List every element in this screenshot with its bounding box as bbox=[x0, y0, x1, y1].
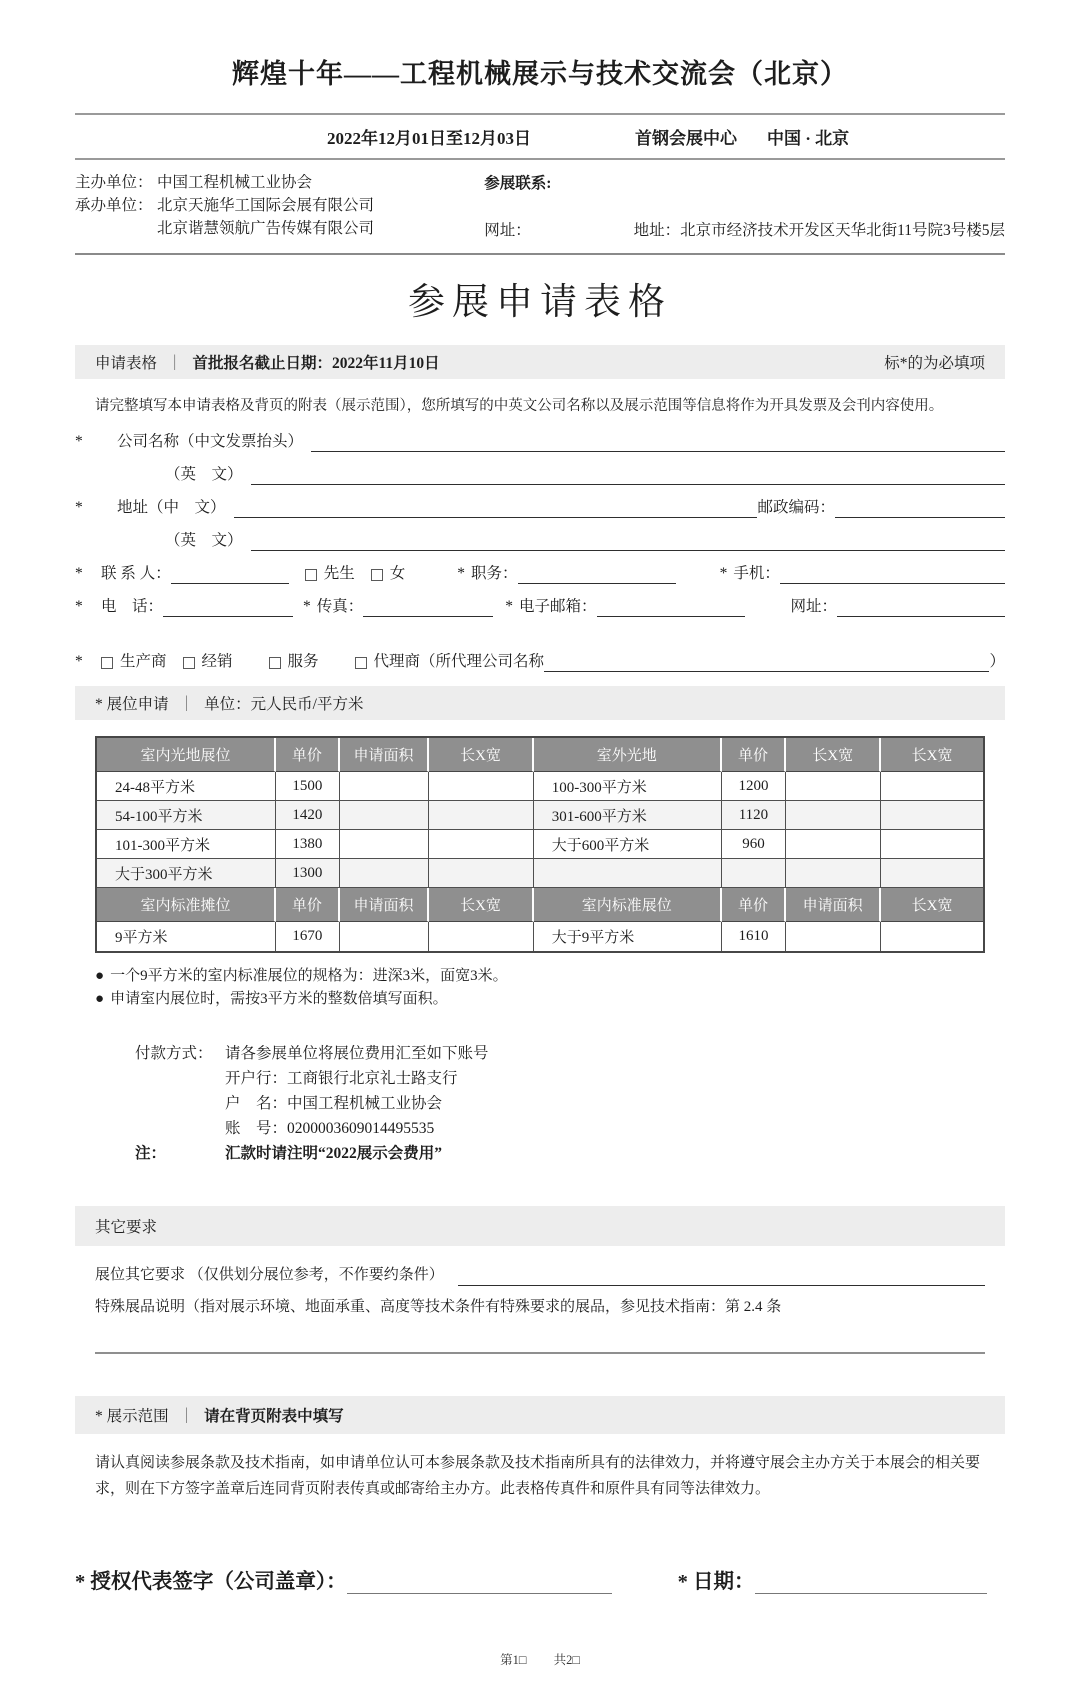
company-name-cn-input[interactable] bbox=[311, 432, 1005, 452]
booth-size: 101-300平方米 bbox=[97, 830, 276, 859]
empty-cell bbox=[722, 859, 787, 888]
other-requirements-input[interactable] bbox=[458, 1266, 985, 1286]
date-label: * 日期： bbox=[677, 1571, 755, 1593]
event-venue: 首钢会展中心 bbox=[635, 129, 737, 148]
divider bbox=[75, 253, 1005, 255]
phone-label: 电 话： bbox=[101, 598, 164, 615]
website-label: 网址： bbox=[484, 222, 531, 239]
service-label: 服务 bbox=[287, 653, 319, 670]
mr-label: 先生 bbox=[323, 565, 355, 582]
unit-price: 1380 bbox=[276, 830, 340, 859]
dims-input-cell[interactable] bbox=[881, 772, 983, 801]
page-total: 共2□ bbox=[553, 1653, 580, 1667]
required-note: 标*的为必填项 bbox=[884, 355, 985, 372]
organizer-left bbox=[75, 171, 484, 240]
checkbox-agent[interactable] bbox=[355, 657, 367, 669]
dims-input-cell[interactable] bbox=[429, 801, 534, 830]
deadline-text: 首批报名截止日期：2022年11月10日 bbox=[192, 355, 440, 372]
address-cn-input[interactable] bbox=[234, 498, 758, 518]
account-name-row bbox=[135, 1091, 1005, 1116]
table-row bbox=[97, 830, 983, 859]
separator: ｜ bbox=[178, 696, 195, 713]
address-en-row bbox=[75, 530, 1005, 551]
bar-section-label: 申请表格 bbox=[95, 355, 158, 372]
exhibit-scope-note: 请在背页附表中填写 bbox=[204, 1408, 344, 1425]
required-star: * bbox=[303, 598, 311, 615]
empty-cell bbox=[534, 859, 722, 888]
postal-code-label: 邮政编码： bbox=[757, 499, 835, 516]
organizer-row bbox=[75, 194, 484, 217]
checkbox-distributor[interactable] bbox=[183, 657, 195, 669]
page-footer bbox=[75, 1650, 1005, 1668]
dims-input-cell[interactable] bbox=[786, 772, 881, 801]
special-exhibits-row bbox=[95, 1296, 985, 1318]
unit-price: 1610 bbox=[722, 922, 787, 951]
dims-input-cell[interactable] bbox=[786, 830, 881, 859]
col-header: 申请面积 bbox=[340, 888, 429, 922]
event-location: 中国 · 北京 bbox=[767, 129, 850, 148]
booth-size: 大于9平方米 bbox=[534, 922, 722, 951]
dims-input-cell[interactable] bbox=[429, 772, 534, 801]
col-header: 长X宽 bbox=[429, 888, 534, 922]
payment-section bbox=[135, 1041, 1005, 1166]
area-input-cell[interactable] bbox=[340, 801, 429, 830]
date-input[interactable] bbox=[755, 1568, 987, 1594]
organizer-name-1: 北京天施华工国际会展有限公司 bbox=[157, 197, 375, 214]
dims-input-cell[interactable] bbox=[429, 830, 534, 859]
required-star: * bbox=[75, 565, 83, 582]
address-en-label: （英 文） bbox=[165, 532, 243, 549]
ms-label: 女 bbox=[389, 565, 406, 582]
website-address-row bbox=[484, 218, 1005, 240]
separator: ｜ bbox=[167, 355, 183, 372]
table-header-row bbox=[97, 738, 983, 772]
unit-price: 1120 bbox=[722, 801, 787, 830]
booth-note-text: 一个9平方米的室内标准展位的规格为：进深3米，面宽3米。 bbox=[110, 968, 508, 984]
host-label: 主办单位： bbox=[75, 174, 153, 191]
booth-size: 301-600平方米 bbox=[534, 801, 722, 830]
special-exhibits-label: 特殊展品说明（指对展示环境、地面承重、高度等技术条件有特殊要求的展品，参见技术指南：第 2.4 条 bbox=[95, 1299, 782, 1315]
fax-label: 传真： bbox=[316, 598, 364, 615]
host-row bbox=[75, 171, 484, 194]
email-input[interactable] bbox=[597, 597, 745, 617]
required-star: * bbox=[75, 598, 83, 615]
payment-method-value: 请各参展单位将展位费用汇至如下账号 bbox=[225, 1045, 489, 1062]
booth-bar-title: * 展位申请 bbox=[95, 696, 169, 713]
col-header: 单价 bbox=[276, 738, 340, 772]
event-title: 辉煌十年——工程机械展示与技术交流会（北京） bbox=[232, 59, 848, 89]
booth-note-text: 申请室内展位时，需按3平方米的整数倍填写面积。 bbox=[110, 991, 448, 1007]
company-name-cn-row bbox=[75, 431, 1005, 452]
col-header: 单价 bbox=[722, 738, 787, 772]
contact-person-row bbox=[75, 563, 1005, 584]
checkbox-ms[interactable] bbox=[371, 569, 383, 581]
contact-person-label: 联 系 人： bbox=[101, 565, 171, 582]
booth-notes bbox=[95, 965, 1005, 1011]
address-en-input[interactable] bbox=[251, 531, 1005, 551]
terms-paragraph: 请认真阅读参展条款及技术指南，如申请单位认可本参展条款及技术指南所具有的法律效力，并将遵守展会主办方关于本展会的相关要求，则在下方签字盖章后连同背页附表传真或邮寄给主办方。此表格传真件和原件具有同等法律效力。 bbox=[95, 1455, 981, 1497]
mobile-input[interactable] bbox=[780, 564, 1005, 584]
company-name-en-label: （英 文） bbox=[165, 466, 243, 483]
other-requirements-bar bbox=[75, 1206, 1005, 1246]
unit-price: 1670 bbox=[276, 922, 340, 951]
required-star: * bbox=[505, 598, 514, 615]
required-star: * bbox=[457, 565, 466, 582]
checkbox-mr[interactable] bbox=[305, 569, 317, 581]
signature-row bbox=[75, 1564, 1005, 1594]
manufacturer-label: 生产商 bbox=[120, 653, 167, 670]
col-header: 长X宽 bbox=[786, 738, 881, 772]
bullet-icon: ● bbox=[95, 968, 105, 984]
booth-application-bar bbox=[75, 686, 1005, 720]
empty-cell bbox=[881, 859, 983, 888]
required-star: * bbox=[75, 499, 83, 516]
table-header-row bbox=[97, 888, 983, 922]
postal-code-input[interactable] bbox=[835, 498, 1005, 518]
website-field-label: 网址： bbox=[790, 598, 838, 615]
signature-input[interactable] bbox=[347, 1568, 612, 1594]
email-label: 电子邮箱： bbox=[519, 598, 597, 615]
unit-price: 1420 bbox=[276, 801, 340, 830]
exhibit-scope-title: * 展示范围 bbox=[95, 1408, 169, 1425]
company-name-cn-label: 公司名称（中文发票抬头） bbox=[117, 433, 304, 450]
booth-size: 9平方米 bbox=[97, 922, 276, 951]
dims-input-cell[interactable] bbox=[786, 801, 881, 830]
contact-person-input[interactable] bbox=[171, 564, 289, 584]
area-input-cell[interactable] bbox=[340, 830, 429, 859]
address-cn-label: 地址（中 文） bbox=[117, 499, 226, 516]
col-header: 长X宽 bbox=[429, 738, 534, 772]
organizer-block bbox=[75, 160, 1005, 253]
col-header: 室外光地 bbox=[534, 738, 722, 772]
page-number: 第1□ bbox=[500, 1653, 527, 1667]
table-row bbox=[97, 772, 983, 801]
organizer-row bbox=[75, 217, 484, 240]
signature-label: * 授权代表签字（公司盖章）： bbox=[75, 1571, 347, 1593]
payment-note-value: 汇款时请注明“2022展示会费用” bbox=[225, 1145, 443, 1162]
booth-size: 大于300平方米 bbox=[97, 859, 276, 888]
organizer-right bbox=[484, 171, 1005, 240]
special-exhibits-input[interactable] bbox=[95, 1352, 985, 1354]
distributor-label: 经销 bbox=[201, 653, 233, 670]
phone-row bbox=[75, 596, 1005, 617]
bank-row bbox=[135, 1066, 1005, 1091]
booth-size: 100-300平方米 bbox=[534, 772, 722, 801]
payment-method-label: 付款方式： bbox=[135, 1045, 213, 1062]
host-name: 中国工程机械工业协会 bbox=[157, 174, 313, 191]
col-header: 室内标准展位 bbox=[534, 888, 722, 922]
organizer-name-2: 北京谐慧领航广告传媒有限公司 bbox=[157, 220, 375, 237]
area-input-cell[interactable] bbox=[340, 859, 429, 888]
application-form-bar bbox=[75, 345, 1005, 379]
close-paren: ） bbox=[989, 653, 1005, 670]
table-row bbox=[97, 922, 983, 951]
checkbox-service[interactable] bbox=[269, 657, 281, 669]
booth-price-table bbox=[95, 736, 985, 953]
booth-size: 24-48平方米 bbox=[97, 772, 276, 801]
bullet-icon: ● bbox=[95, 991, 105, 1007]
col-header: 室内标准摊位 bbox=[97, 888, 276, 922]
col-header: 单价 bbox=[276, 888, 340, 922]
agent-label: 代理商（所代理公司名称 bbox=[373, 653, 545, 670]
unit-price: 1200 bbox=[722, 772, 787, 801]
company-name-en-row bbox=[75, 464, 1005, 485]
payment-method-row bbox=[135, 1041, 1005, 1066]
organizer-label: 承办单位： bbox=[75, 197, 153, 214]
dims-input-cell[interactable] bbox=[881, 922, 983, 951]
other-requirements-label: 展位其它要求 （仅供划分展位参考，不作要约条件） bbox=[95, 1267, 444, 1283]
payment-note-row bbox=[135, 1141, 1005, 1166]
job-title-label: 职务： bbox=[471, 565, 518, 582]
form-fields bbox=[75, 431, 1005, 672]
mobile-label: 手机： bbox=[733, 565, 780, 582]
agent-company-input[interactable] bbox=[544, 652, 989, 672]
exhibit-scope-bar bbox=[75, 1396, 1005, 1434]
dims-input-cell[interactable] bbox=[881, 830, 983, 859]
account-number-value: 账 号：0200003609014495535 bbox=[225, 1120, 435, 1137]
area-input-cell[interactable] bbox=[340, 772, 429, 801]
business-type-row bbox=[75, 651, 1005, 672]
col-header: 单价 bbox=[722, 888, 787, 922]
separator: ｜ bbox=[178, 1408, 195, 1425]
required-star: * bbox=[719, 565, 728, 582]
col-header: 长X宽 bbox=[881, 738, 983, 772]
dims-input-cell[interactable] bbox=[881, 801, 983, 830]
booth-note-item bbox=[95, 965, 1005, 988]
dims-input-cell[interactable] bbox=[429, 922, 534, 951]
job-title-input[interactable] bbox=[518, 564, 676, 584]
booth-table-wrap bbox=[95, 736, 1005, 953]
unit-price: 1500 bbox=[276, 772, 340, 801]
checkbox-manufacturer[interactable] bbox=[101, 657, 113, 669]
other-requirements-title: 其它要求 bbox=[95, 1219, 158, 1236]
booth-bar-unit: 单位：元人民币/平方米 bbox=[204, 696, 364, 713]
address-cn-row bbox=[75, 497, 1005, 518]
other-requirements-row bbox=[95, 1264, 985, 1286]
website-input[interactable] bbox=[837, 597, 1005, 617]
other-requirements-body bbox=[95, 1264, 985, 1318]
col-header: 申请面积 bbox=[340, 738, 429, 772]
exhibit-contact-label: 参展联系: bbox=[484, 175, 552, 192]
booth-size: 大于600平方米 bbox=[534, 830, 722, 859]
form-title: 参展申请表格 bbox=[408, 282, 672, 323]
empty-cell bbox=[786, 859, 881, 888]
fax-input[interactable] bbox=[363, 597, 493, 617]
booth-size: 54-100平方米 bbox=[97, 801, 276, 830]
payment-note-label: 注： bbox=[135, 1145, 167, 1162]
company-name-en-input[interactable] bbox=[251, 465, 1005, 485]
unit-price: 960 bbox=[722, 830, 787, 859]
col-header: 室内光地展位 bbox=[97, 738, 276, 772]
area-input-cell[interactable] bbox=[786, 922, 881, 951]
booth-note-item bbox=[95, 988, 1005, 1011]
required-star: * bbox=[75, 433, 83, 450]
col-header: 申请面积 bbox=[786, 888, 881, 922]
bank-value: 开户行：工商银行北京礼士路支行 bbox=[225, 1070, 458, 1087]
col-header: 长X宽 bbox=[881, 888, 983, 922]
account-number-row bbox=[135, 1116, 1005, 1141]
dims-input-cell[interactable] bbox=[429, 859, 534, 888]
phone-input[interactable] bbox=[163, 597, 293, 617]
address-line: 地址：北京市经济技术开发区天华北街11号院3号楼5层 bbox=[633, 222, 1005, 239]
unit-price: 1300 bbox=[276, 859, 340, 888]
fill-instruction-note: 请完整填写本申请表格及背页的附表（展示范围），您所填写的中英文公司名称以及展示范围等信息将作为开具发票及会刊内容使用。 bbox=[95, 398, 944, 414]
table-row bbox=[97, 859, 983, 888]
event-info-bar bbox=[75, 115, 1005, 158]
event-dates: 2022年12月01日至12月03日 bbox=[327, 129, 531, 148]
required-star: * bbox=[75, 653, 83, 670]
area-input-cell[interactable] bbox=[340, 922, 429, 951]
account-name-value: 户 名：中国工程机械工业协会 bbox=[225, 1095, 443, 1112]
table-row bbox=[97, 801, 983, 830]
